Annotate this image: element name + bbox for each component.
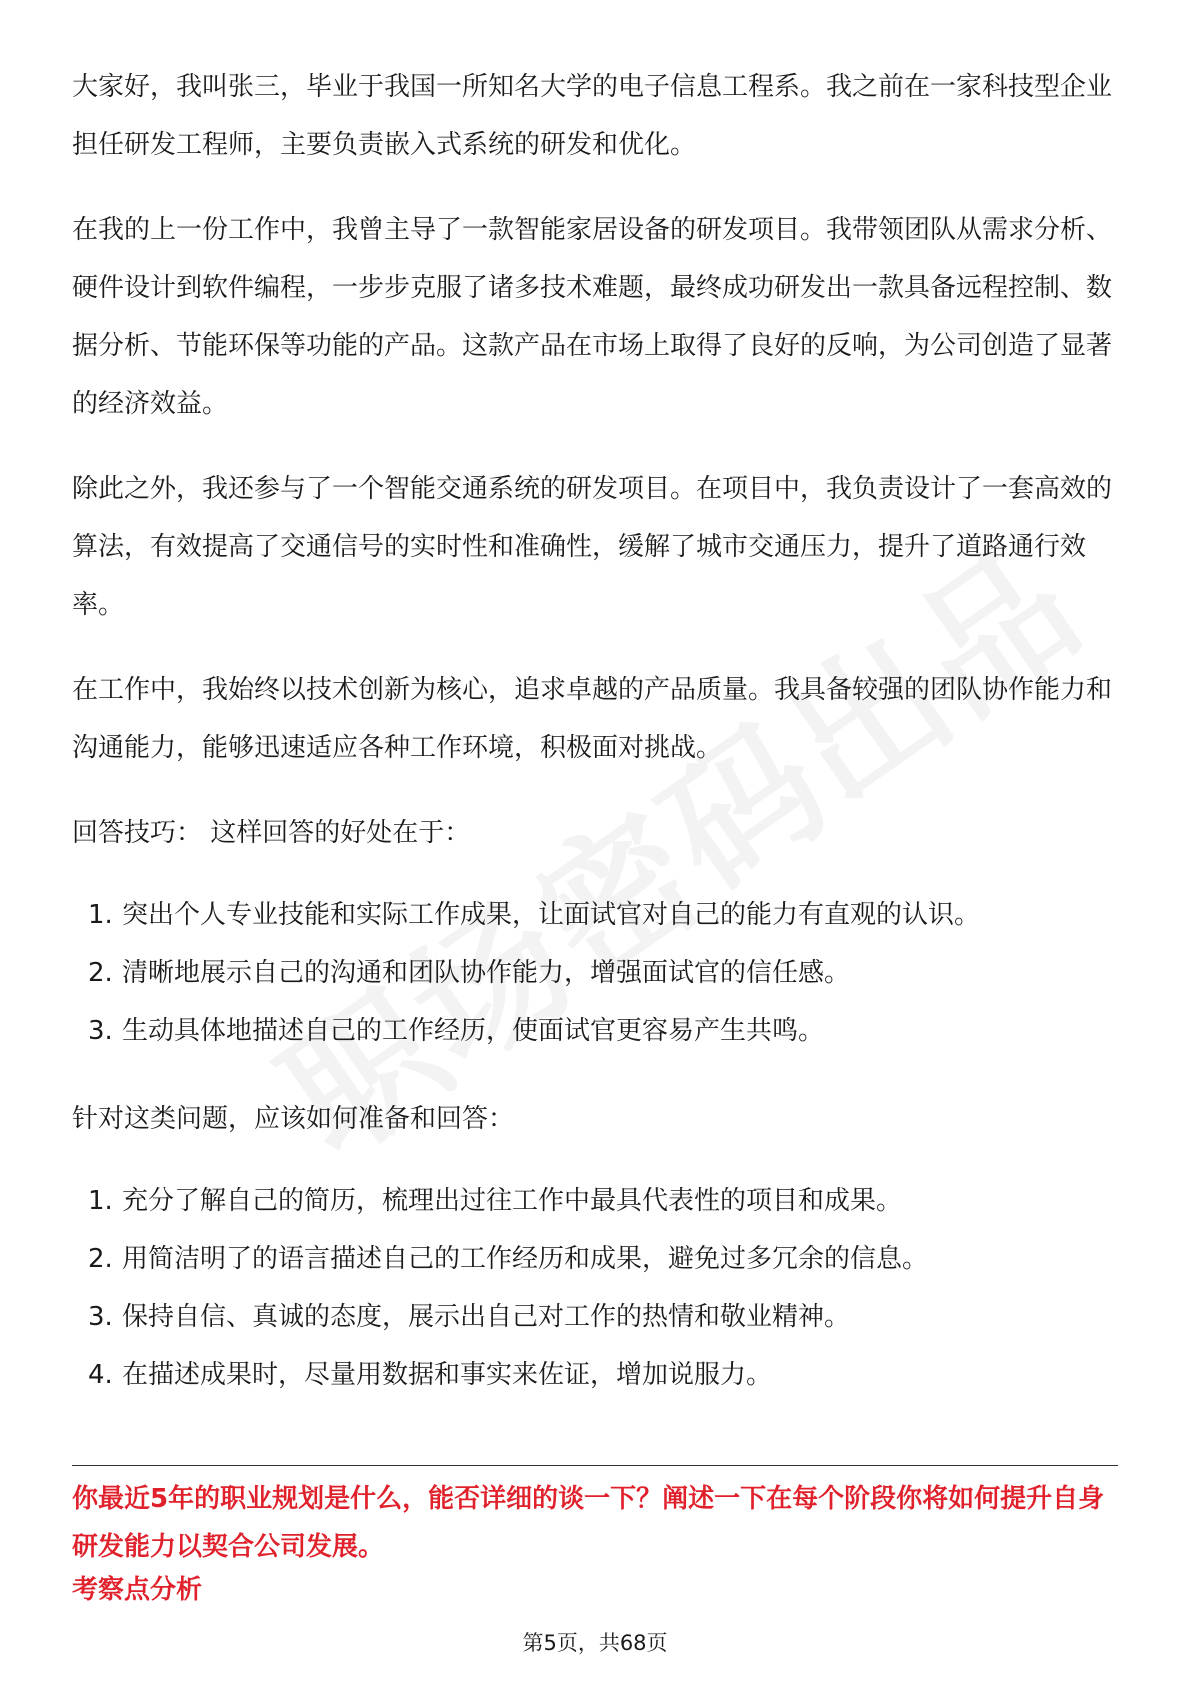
- list-number: 4.: [88, 1360, 113, 1390]
- main-content: [72, 58, 1118, 1434]
- list-text: 清晰地展示自己的沟通和团队协作能力，增强面试官的信任感。: [122, 958, 851, 988]
- tips-intro: 回答技巧： 这样回答的好处在于：: [72, 818, 471, 848]
- list-number: 1.: [88, 1186, 113, 1216]
- page-number: 第5页，共68页: [522, 1631, 668, 1655]
- section-divider: [72, 1465, 1118, 1466]
- list-text: 用简洁明了的语言描述自己的工作经历和成果，避免过多冗余的信息。: [122, 1244, 929, 1274]
- paragraph-4: 在工作中，我始终以技术创新为核心，追求卓越的产品质量。我具备较强的团队协作能力和沟通能力，能够迅速适应各种工作环境，积极面对挑战。: [72, 675, 1113, 763]
- list-text: 充分了解自己的简历，梳理出过往工作中最具代表性的项目和成果。: [122, 1186, 903, 1216]
- list-number: 1.: [88, 900, 113, 930]
- list-item: [72, 1172, 1118, 1230]
- list-text: 在描述成果时，尽量用数据和事实来佐证，增加说服力。: [122, 1360, 773, 1390]
- prep-intro: 针对这类问题，应该如何准备和回答：: [72, 1104, 515, 1134]
- paragraph-3: 除此之外，我还参与了一个智能交通系统的研发项目。在项目中，我负责设计了一套高效的算法，有效提高了交通信号的实时性和准确性，缓解了城市交通压力，提升了道路通行效率。: [72, 474, 1113, 620]
- analysis-heading: 考察点分析: [72, 1575, 203, 1605]
- list-item: [72, 1346, 1118, 1404]
- list-item: [72, 944, 1118, 1002]
- prep-list: [72, 1172, 1118, 1404]
- paragraph-2: 在我的上一份工作中，我曾主导了一款智能家居设备的研发项目。我带领团队从需求分析、硬件设计到软件编程，一步步克服了诸多技术难题，最终成功研发出一款具备远程控制、数据分析、节能环保等功能的产品。这款产品在市场上取得了良好的反响，为公司创造了显著的经济效益。: [72, 215, 1113, 419]
- list-number: 2.: [88, 958, 113, 988]
- list-text: 保持自信、真诚的态度，展示出自己对工作的热情和敬业精神。: [122, 1302, 851, 1332]
- list-text: 生动具体地描述自己的工作经历，使面试官更容易产生共鸣。: [122, 1016, 825, 1046]
- list-text: 突出个人专业技能和实际工作成果，让面试官对自己的能力有直观的认识。: [122, 900, 981, 930]
- paragraph-1: 大家好，我叫张三，毕业于我国一所知名大学的电子信息工程系。我之前在一家科技型企业担任研发工程师，主要负责嵌入式系统的研发和优化。: [72, 72, 1113, 160]
- list-item: [72, 1288, 1118, 1346]
- list-number: 3.: [88, 1016, 113, 1046]
- list-number: 3.: [88, 1302, 113, 1332]
- list-item: [72, 1230, 1118, 1288]
- list-item: [72, 886, 1118, 944]
- list-item: [72, 1002, 1118, 1060]
- list-number: 2.: [88, 1244, 113, 1274]
- interview-question: 你最近5年的职业规划是什么，能否详细的谈一下？阐述一下在每个阶段你将如何提升自身研发能力以契合公司发展。: [72, 1484, 1105, 1562]
- tips-list: [72, 886, 1118, 1060]
